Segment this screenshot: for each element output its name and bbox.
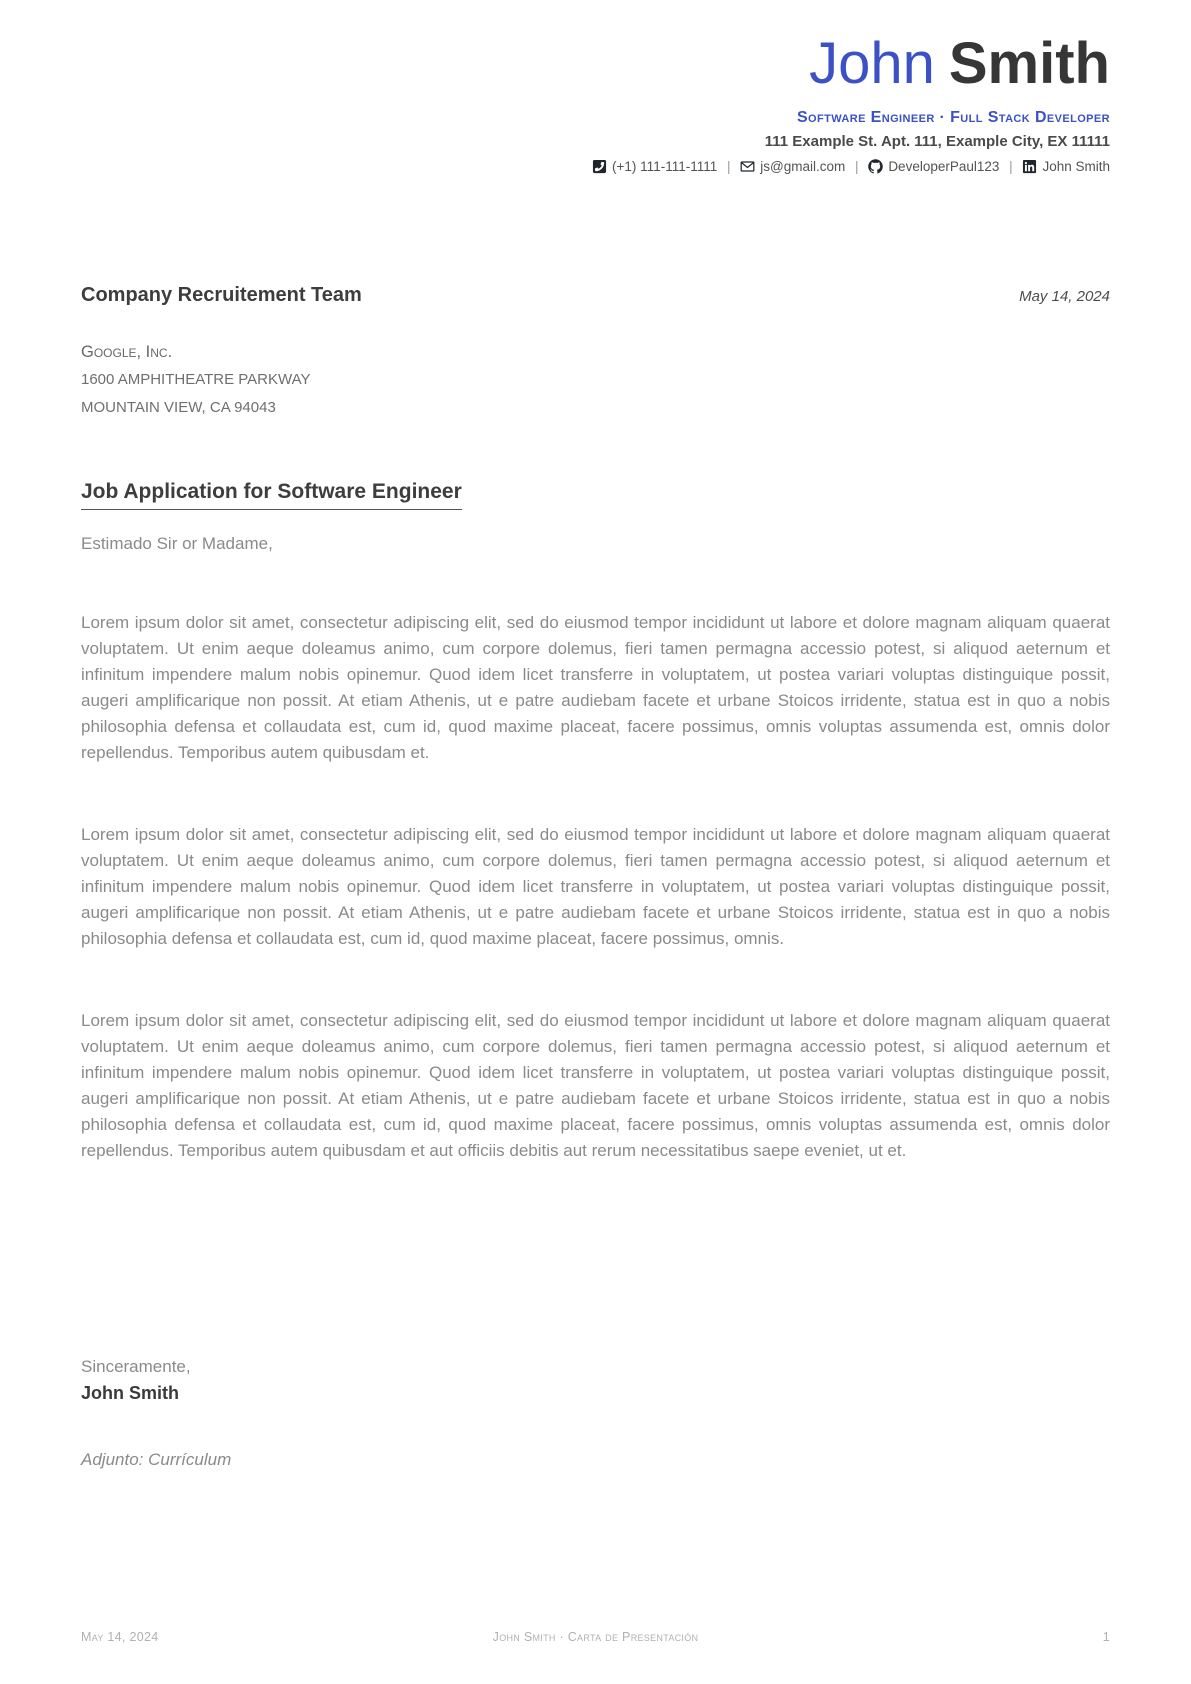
paragraph-1: Lorem ipsum dolor sit amet, consectetur adipiscing elit, sed do eiusmod tempor incididunt ut labore et dolore magnam aliquam quaerat voluptatem. Ut enim aeque doleamus animo, cum corpore dolemus, fieri tamen permagna accessio potest, si aliquod aeternum et infinitum impendere malum nobis opinemur. Quod idem licet transferre in voluptatem, ut postea variari voluptas distinguique possit, augeri amplificarique non possit. At etiam Athenis, ut e patre audiebam facete et urbane Stoicos irridente, statua est in quo a nobis philosophia defensa et collaudata est, cum id, quod maxime placeat, facere possimus, omnis voluptas assumenda est, omnis dolor repellendus. Temporibus autem quibusdam et. (81, 613, 1110, 763)
recipient-company: Google, Inc. (81, 343, 173, 362)
linkedin-name[interactable]: John Smith (1042, 159, 1110, 175)
paragraph-2: Lorem ipsum dolor sit amet, consectetur adipiscing elit, sed do eiusmod tempor incididunt ut labore et dolore magnam aliquam quaerat voluptatem. Ut enim aeque doleamus animo, cum corpore dolemus, fieri tamen permagna accessio potest, si aliquod aeternum et infinitum impendere malum nobis opinemur. Quod idem licet transferre in voluptatem, ut postea variari voluptas distinguique possit, augeri amplificarique non possit. At etiam Athenis, ut e patre audiebam facete et urbane Stoicos irridente, statua est in quo a nobis philosophia defensa et collaudata est, cum id, quod maxime placeat, facere possimus, omnis. (81, 825, 1110, 949)
phone-contact (592, 159, 717, 174)
linkedin-contact[interactable] (1022, 159, 1110, 174)
enclosure-note: Adjunto: Currículum (81, 1450, 232, 1470)
person-name (81, 31, 1110, 96)
first-name: John (809, 31, 935, 96)
page-footer (81, 1630, 1110, 1644)
footer-page-number: 1 (1102, 1630, 1110, 1644)
paragraph-3: Lorem ipsum dolor sit amet, consectetur adipiscing elit, sed do eiusmod tempor incididunt ut labore et dolore magnam aliquam quaerat voluptatem. Ut enim aeque doleamus animo, cum corpore dolemus, fieri tamen permagna accessio potest, si aliquod aeternum et infinitum impendere malum nobis opinemur. Quod idem licet transferre in voluptatem, ut postea variari voluptas distinguique possit, augeri amplificarique non possit. At etiam Athenis, ut e patre audiebam facete et urbane Stoicos irridente, statua est in quo a nobis philosophia defensa et collaudata est, cum id, quod maxime placeat, facere possimus, omnis voluptas assumenda est, omnis dolor repellendus. Temporibus autem quibusdam et aut officiis debitis aut rerum necessitatibus saepe eveniet, ut et. (81, 1011, 1110, 1161)
letter-header (81, 31, 1110, 175)
letter-subject: Job Application for Software Engineer (81, 480, 462, 510)
closing-phrase: Sinceramente, (81, 1357, 191, 1377)
phone-square-icon (592, 159, 607, 174)
email-address[interactable]: js@gmail.com (760, 159, 846, 175)
recipient-address-line-2: MOUNTAIN VIEW, CA 94043 (81, 399, 276, 417)
phone-number: (+1) 111-111-1111 (612, 159, 718, 175)
signature-name: John Smith (81, 1383, 179, 1404)
last-name: Smith (948, 31, 1110, 96)
closing-block (81, 1354, 1110, 1406)
envelope-icon (740, 159, 755, 174)
recipient-address-line-1: 1600 AMPHITHEATRE PARKWAY (81, 371, 311, 389)
email-contact[interactable] (740, 159, 845, 174)
contact-separator: | (1009, 159, 1013, 175)
github-icon (868, 159, 883, 174)
letter-body (81, 284, 1110, 1470)
footer-date: May 14, 2024 (81, 1630, 159, 1644)
contact-separator: | (855, 159, 859, 175)
contact-row (81, 159, 1110, 175)
contact-separator: | (727, 159, 731, 175)
linkedin-icon (1022, 159, 1037, 174)
recipient-title: Company Recruitement Team (81, 284, 362, 307)
letter-date: May 14, 2024 (1019, 288, 1110, 306)
tagline: Software Engineer · Full Stack Developer (796, 108, 1110, 126)
sender-address: 111 Example St. Apt. 111, Example City, EX 11111 (764, 132, 1110, 150)
recipient-row (81, 284, 1110, 307)
github-contact[interactable] (868, 159, 999, 174)
greeting: Estimado Sir or Madame, (81, 534, 273, 554)
footer-document-title: John Smith · Carta de Presentación (492, 1630, 699, 1644)
github-username[interactable]: DeveloperPaul123 (888, 159, 1000, 175)
